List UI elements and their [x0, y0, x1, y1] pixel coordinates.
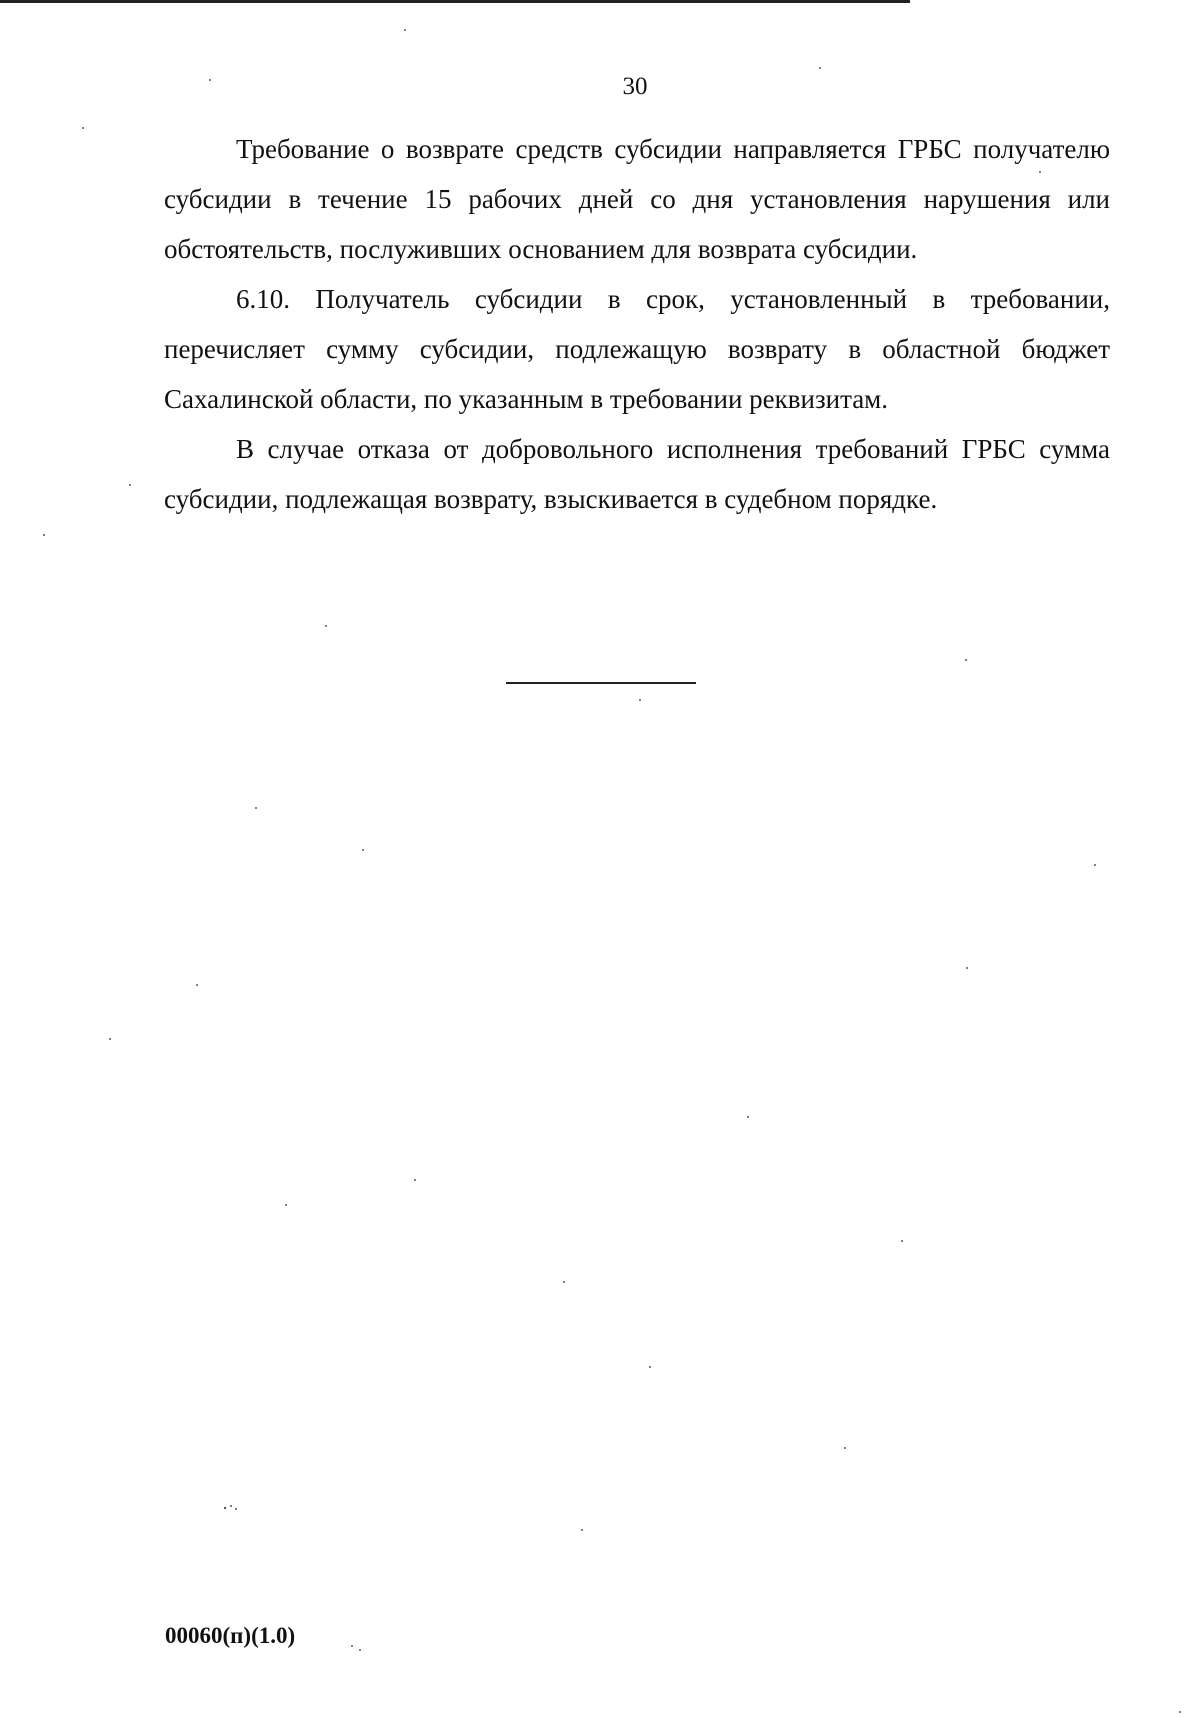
- paragraph-refund-demand: Требование о возврате средств субсидии направляется ГРБС получателю субсидии в течение 15 рабочих дней со дня установления нарушения или обстоятельств, послуживших основанием для возврата субсидии.: [164, 134, 1110, 264]
- document-footer-code: 00060(п)(1.0): [165, 1623, 296, 1648]
- closing-divider-line: [506, 682, 696, 684]
- paragraph-court-recovery: В случае отказа от добровольного исполнения требований ГРБС сумма субсидии, подлежащая возврату, взыскивается в судебном порядке.: [164, 434, 1110, 514]
- top-border-line: [0, 0, 910, 3]
- paragraph-6-10: 6.10. Получатель субсидии в срок, установленный в требовании, перечисляет сумму субсидии, подлежащую возврату в областной бюджет Сахалинской области, по указанным в требовании реквизитам.: [164, 284, 1110, 414]
- document-body: [164, 124, 1110, 524]
- page-number: 30: [622, 73, 648, 100]
